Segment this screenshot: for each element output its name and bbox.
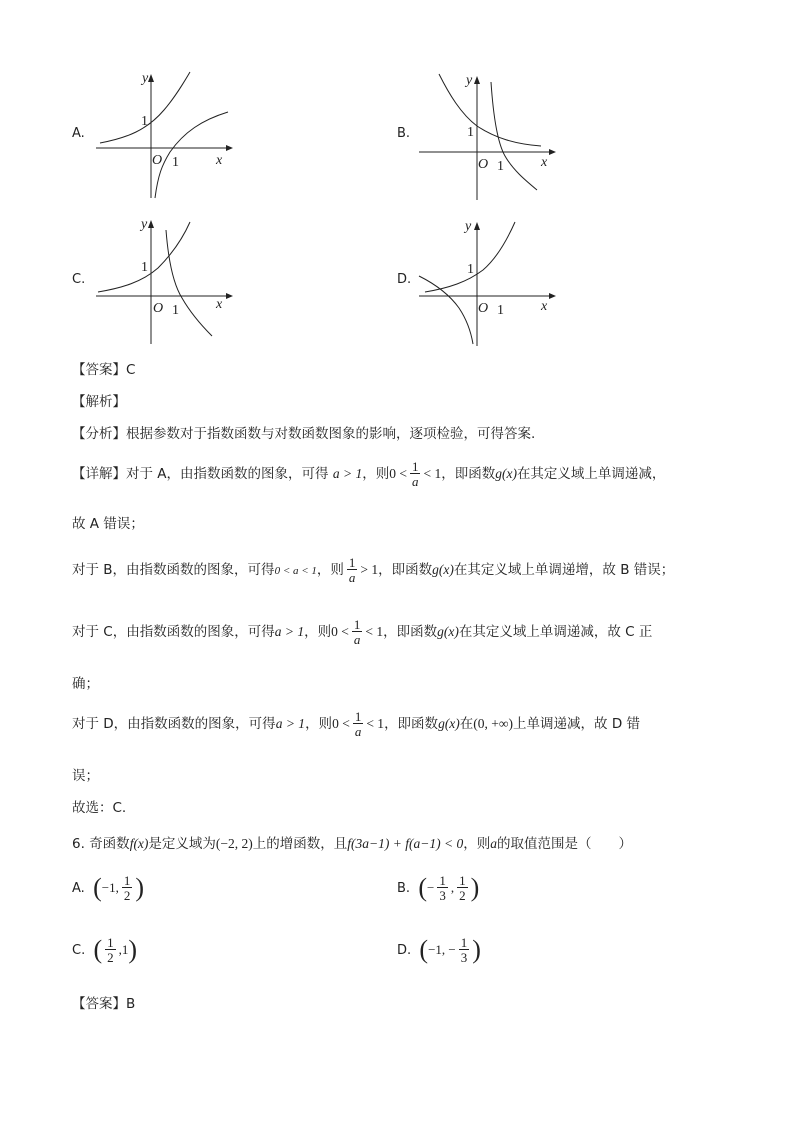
answer-tag: 【答案】 — [72, 362, 126, 378]
fraction-denominator: 3 — [439, 888, 446, 903]
choice-label: A. — [72, 880, 85, 896]
math-gx: (x) — [438, 562, 454, 577]
fraction-denominator: a — [354, 724, 362, 739]
fraction-numerator: 1 — [353, 617, 361, 632]
math-text: −1, — [101, 880, 119, 895]
detail-text: ，则 — [316, 562, 344, 578]
math-interval: (0, +∞) — [473, 716, 514, 731]
analysis-summary — [72, 422, 535, 442]
question-text: ，则 — [463, 836, 491, 852]
graph-d — [415, 218, 560, 352]
fraction — [105, 936, 116, 964]
math-fx: f(x) — [129, 836, 149, 851]
fraction-numerator: 1 — [460, 935, 468, 950]
fraction-denominator: a — [353, 632, 361, 647]
answer-tag: 【答案】 — [72, 996, 126, 1012]
choice-a[interactable] — [72, 874, 144, 902]
question-text: 奇函数 — [89, 836, 130, 852]
fraction-denominator: 2 — [107, 950, 114, 965]
math-d-cond: a > 1 — [275, 716, 306, 731]
graph-a-x-one: 1 — [172, 155, 179, 170]
graph-c-x-one: 1 — [172, 303, 179, 318]
graph-a-y-label: y — [142, 71, 149, 86]
graph-a-x-label: x — [216, 153, 223, 168]
math-text: − — [427, 880, 435, 895]
math-text: > 1 — [360, 562, 379, 577]
left-paren: ( — [419, 935, 429, 964]
fraction — [459, 936, 470, 964]
choice-label: B. — [397, 880, 411, 896]
graph-a-y-one: 1 — [141, 114, 148, 129]
left-paren: ( — [93, 873, 102, 902]
fraction — [122, 874, 133, 902]
question-6 — [72, 832, 632, 852]
answer-1 — [72, 358, 135, 378]
detail-text: 对于 D，由指数函数的图象，可得 — [72, 716, 276, 732]
graph-d-y-one: 1 — [467, 262, 474, 277]
graph-b-origin: O — [478, 157, 489, 172]
detail-text: ，即函数 — [441, 466, 496, 482]
detail-text: 在其定义域上单调递减， — [516, 466, 666, 482]
graph-d-x-one: 1 — [497, 303, 504, 318]
fraction-numerator: 1 — [123, 873, 131, 888]
fraction-denominator: 2 — [123, 888, 131, 903]
detail-text: ，则 — [362, 466, 390, 482]
detail-text: 在 — [459, 716, 474, 732]
fraction-one-over-a — [353, 710, 364, 738]
answer-2 — [72, 992, 135, 1012]
option-b-label: B. — [397, 126, 411, 141]
question-number: 6. — [72, 836, 85, 852]
graph-c-x-label: x — [216, 297, 223, 312]
choice-label: C. — [72, 942, 86, 958]
analysis-summary-tag: 【分析】 — [72, 426, 126, 442]
option-d-label: D. — [397, 272, 412, 287]
detail-c-line1 — [72, 618, 652, 646]
math-text: 0 < — [332, 716, 350, 731]
detail-text: 对于 A，由指数函数的图象，可得 — [126, 466, 329, 482]
analysis-tag: 【解析】 — [72, 394, 126, 410]
detail-text: 对于 C，由指数函数的图象，可得 — [72, 624, 275, 640]
fraction-numerator: 1 — [348, 555, 356, 570]
math-text: ,1 — [118, 942, 129, 957]
detail-d-line2: 误； — [72, 768, 99, 784]
answer-value: C — [126, 362, 136, 378]
graph-b — [415, 72, 560, 206]
math-gx: (x) — [501, 466, 517, 481]
right-paren: ) — [470, 873, 480, 902]
graph-b-y-one: 1 — [467, 125, 474, 140]
math-gx: (x) — [444, 716, 460, 731]
option-c-label: C. — [72, 272, 86, 287]
choice-b[interactable] — [397, 874, 479, 902]
fraction-one-over-a — [352, 618, 363, 646]
detail-tag: 【详解】 — [72, 466, 126, 482]
right-paren: ) — [472, 935, 481, 964]
math-a-cond: a > 1 — [332, 466, 363, 481]
math-g: g — [495, 466, 502, 481]
option-a-label: A. — [72, 126, 85, 141]
fraction — [457, 874, 468, 902]
detail-text: 在其定义域上单调递减，故 C 正 — [458, 624, 653, 640]
question-text: 的取值范围是（ ） — [496, 836, 632, 852]
fraction-denominator: 2 — [459, 888, 466, 903]
detail-a-line2: 故 A 错误； — [72, 516, 144, 532]
detail-c-line2: 确； — [72, 676, 99, 692]
answer-value: B — [126, 996, 136, 1012]
fraction-one-over-a — [410, 460, 421, 488]
fraction-numerator: 1 — [411, 459, 419, 474]
choice-c[interactable] — [72, 936, 137, 964]
fraction-numerator: 1 — [439, 873, 446, 888]
math-text: < 1 — [423, 466, 442, 481]
graph-d-x-label: x — [541, 299, 548, 314]
fraction-denominator: 3 — [460, 950, 468, 965]
fraction-denominator: a — [411, 474, 419, 489]
conclusion: 故选：C. — [72, 800, 127, 816]
math-text: 0 < — [331, 624, 349, 639]
graph-d-origin: O — [478, 301, 489, 316]
fraction-numerator: 1 — [354, 709, 362, 724]
detail-text: ，则 — [305, 716, 333, 732]
choice-label: D. — [397, 942, 412, 958]
choice-d[interactable] — [397, 936, 481, 964]
graph-b-x-one: 1 — [497, 159, 504, 174]
math-inequality: f(3a−1) + f(a−1) < 0 — [347, 836, 464, 851]
graph-c-y-one: 1 — [141, 260, 148, 275]
math-g: g — [437, 624, 444, 639]
math-b-cond: 0 < a < 1 — [274, 565, 317, 577]
fraction — [437, 874, 448, 902]
question-text: 上的增函数，且 — [252, 836, 348, 852]
left-paren: ( — [418, 873, 427, 902]
detail-text: ，即函数 — [383, 624, 438, 640]
right-paren: ) — [135, 873, 144, 902]
math-domain: (−2, 2) — [215, 836, 253, 851]
fraction-one-over-a — [347, 556, 358, 584]
math-g: g — [432, 562, 439, 577]
math-g: g — [438, 716, 445, 731]
graph-a-origin: O — [152, 153, 163, 168]
left-paren: ( — [93, 935, 103, 964]
graph-c — [92, 216, 237, 350]
detail-text: ，则 — [304, 624, 332, 640]
math-c-cond: a > 1 — [274, 624, 305, 639]
detail-a-line1 — [72, 460, 665, 488]
detail-text: ，即函数 — [378, 562, 433, 578]
graph-d-y-label: y — [465, 219, 472, 234]
math-text: < 1 — [365, 624, 384, 639]
detail-d-line1 — [72, 710, 640, 738]
fraction-denominator: a — [348, 570, 356, 585]
detail-text: 上单调递减，故 D 错 — [513, 716, 641, 732]
detail-text: 对于 B，由指数函数的图象，可得 — [72, 562, 275, 578]
right-paren: ) — [128, 935, 138, 964]
graph-b-x-label: x — [541, 155, 548, 170]
detail-b-line — [72, 556, 674, 584]
graph-b-y-label: y — [466, 73, 473, 88]
math-text: , — [450, 880, 455, 895]
math-text: −1, − — [428, 942, 456, 957]
question-text: 是定义域为 — [148, 836, 216, 852]
graph-c-y-label: y — [141, 217, 148, 232]
detail-text: 在其定义域上单调递增，故 B 错误； — [453, 562, 675, 578]
fraction-numerator: 1 — [459, 873, 466, 888]
graph-a — [92, 70, 237, 204]
math-text: 0 < — [389, 466, 407, 481]
analysis-summary-text: 根据参数对于指数函数与对数函数图象的影响，逐项检验，可得答案. — [126, 426, 536, 442]
graph-c-origin: O — [153, 301, 164, 316]
fraction-numerator: 1 — [107, 935, 114, 950]
detail-text: ，即函数 — [384, 716, 439, 732]
math-text: < 1 — [366, 716, 385, 731]
math-gx: (x) — [443, 624, 459, 639]
math-a: a — [490, 836, 497, 851]
